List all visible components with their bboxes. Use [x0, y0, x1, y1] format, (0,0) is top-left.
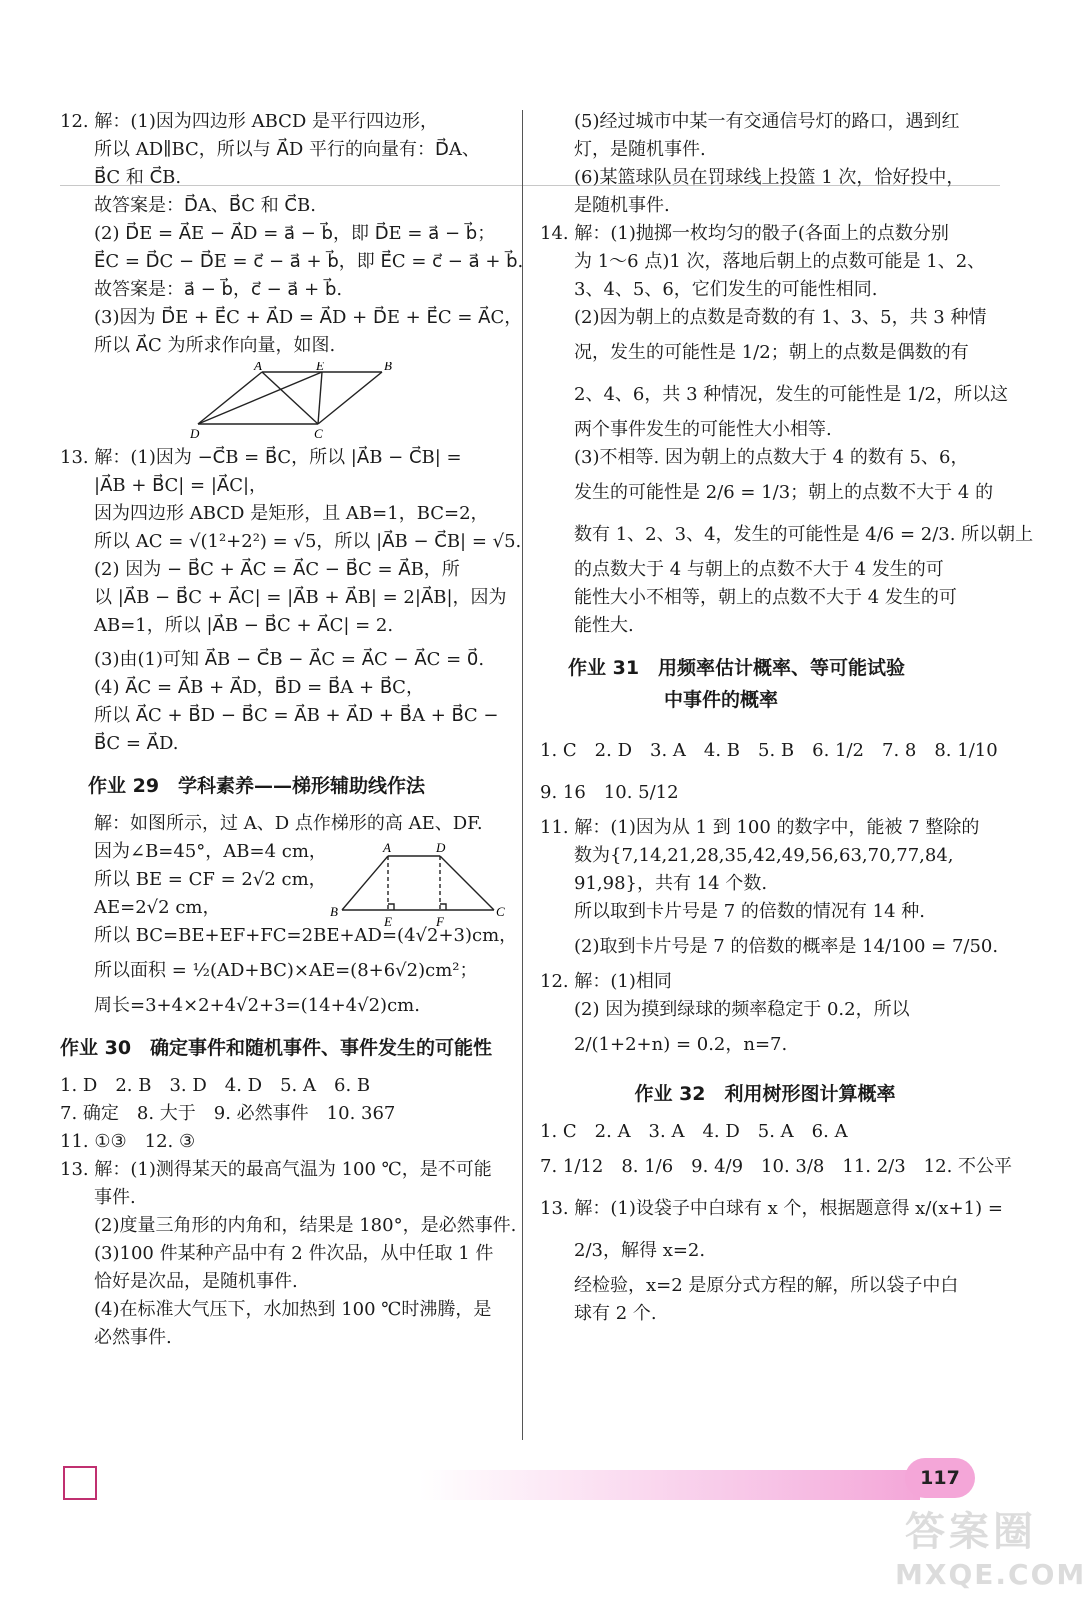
hw31-line-7: (2)取到卡片号是 7 的倍数的概率是 14/100 = 7/50. — [574, 936, 999, 957]
hw29-line-4: AE=2√2 cm， — [94, 897, 221, 918]
hw30-line-2: 7. 确定 8. 大于 9. 必然事件 10. 367 — [60, 1103, 396, 1124]
answer-12-line-9: 所以 A⃗C 为所求作向量，如图. — [94, 335, 336, 356]
homework-29-body — [60, 810, 518, 1020]
answer-12-line-2: 所以 AD∥BC，所以与 A⃗D 平行的向量有：D⃗A、 — [94, 139, 480, 160]
hw29-line-1: 解：如图所示，过 A、D 点作梯形的高 AE、DF. — [94, 813, 483, 834]
fig2-label-c: C — [496, 904, 505, 919]
fig2-label-e: E — [384, 914, 392, 929]
hw30-line-4: 13. 解：(1)测得某天的最高气温为 100 ℃，是不可能 — [60, 1159, 492, 1180]
answer-13-line-2: |A⃗B + B⃗C| = |A⃗C|， — [94, 475, 268, 496]
hw31-line-9: (2) 因为摸到绿球的频率稳定于 0.2，所以 — [574, 999, 910, 1020]
answer-13-line-9: (4) A⃗C = A⃗B + A⃗D，B⃗D = B⃗A + B⃗C， — [94, 677, 424, 698]
hw32-line-6: 球有 2 个. — [574, 1303, 657, 1324]
answer-13-line-4: 所以 AC = √(1²+2²) = √5，所以 |A⃗B − C⃗B| = √5. — [94, 531, 522, 552]
hw32-line-3: 13. 解：(1)设袋子中白球有 x 个，根据题意得 x/(x+1) = — [540, 1198, 1003, 1219]
answer-13-cont-line-1: (5)经过城市中某一有交通信号灯的路口，遇到红 — [574, 111, 960, 132]
hw30-line-7: (3)100 件某种产品中有 2 件次品，从中任取 1 件 — [94, 1243, 494, 1264]
answer-14-line-11: 的点数大于 4 与朝上的点数不大于 4 发生的可 — [574, 559, 944, 580]
hw29-line-7: 周长=3+4×2+4√2+3=(14+4√2)cm. — [94, 995, 420, 1016]
hw32-line-4: 2/3，解得 x=2. — [574, 1240, 706, 1261]
answer-14-line-8: (3)不相等. 因为朝上的点数大于 4 的数有 5、6， — [574, 447, 969, 468]
answer-12-line-3: B⃗C 和 C⃗B. — [94, 167, 182, 188]
watermark-bottom-text: MXQE.COM — [895, 1558, 1087, 1591]
hw30-line-5: 事件. — [94, 1187, 136, 1208]
homework-32-title: 作业 32 利用树形图计算概率 — [634, 1083, 896, 1105]
right-column — [540, 108, 1034, 1328]
fig2-label-a: A — [383, 840, 391, 855]
answer-13-line-3: 因为四边形 ABCD 是矩形，且 AB=1，BC=2， — [94, 503, 489, 524]
answer-13-line-5: (2) 因为 − B⃗C + A⃗C = A⃗C − B⃗C = A⃗B，所 — [94, 559, 460, 580]
answer-13-cont-line-4: 是随机事件. — [574, 195, 670, 216]
hw32-line-5: 经检验，x=2 是原分式方程的解，所以袋子中白 — [574, 1275, 959, 1296]
hw31-line-2: 9. 16 10. 5/12 — [540, 782, 679, 803]
hw31-line-8: 12. 解：(1)相同 — [540, 971, 672, 992]
answer-13-cont-line-3: (6)某篮球队员在罚球线上投篮 1 次，恰好投中， — [574, 167, 965, 188]
corner-square-icon — [63, 1466, 97, 1500]
answer-12-line-5: (2) D⃗E = A⃗E − A⃗D = a⃗ − b⃗，即 D⃗E = a⃗ − b⃗； — [94, 223, 496, 244]
fig1-label-c: C — [314, 426, 323, 440]
hw30-line-3: 11. ①③ 12. ③ — [60, 1131, 196, 1152]
hw31-line-4: 数为{7,14,21,28,35,42,49,56,63,70,77,84, — [574, 845, 954, 866]
answer-12-line-7: 故答案是：a⃗ − b⃗，c⃗ − a⃗ + b⃗. — [94, 279, 343, 300]
fig2-label-f: F — [436, 914, 444, 929]
answer-13-line-1: 13. 解：(1)因为 −C⃗B = B⃗C，所以 |A⃗B − C⃗B| = — [60, 447, 462, 468]
answer-13-cont-line-2: 灯，是随机事件. — [574, 139, 706, 160]
fig2-label-d: D — [436, 840, 446, 855]
fig2-label-b: B — [330, 904, 338, 919]
hw30-line-8: 恰好是次品，是随机事件. — [94, 1271, 298, 1292]
answer-14-line-7: 两个事件发生的可能性大小相等. — [574, 419, 832, 440]
trapezoid-figure — [328, 840, 508, 932]
answer-14-line-9: 发生的可能性是 2/6 = 1/3；朝上的点数不大于 4 的 — [574, 482, 994, 503]
answer-14-line-10: 数有 1、2、3、4，发生的可能性是 4/6 = 2/3. 所以朝上 — [574, 524, 1034, 545]
answer-13-line-8: (3)由(1)可知 A⃗B − C⃗B − A⃗C = A⃗C − A⃗C = 0⃗. — [94, 649, 485, 670]
hw29-line-5: 所以 BC=BE+EF+FC=2BE+AD=(4√2+3)cm， — [94, 925, 518, 946]
homework-30-title: 作业 30 确定事件和随机事件、事件发生的可能性 — [60, 1037, 493, 1059]
answer-13-line-6: 以 |A⃗B − B⃗C + A⃗C| = |A⃗B + A⃗B| = 2|A⃗B|，因为 — [94, 587, 507, 608]
hw30-line-9: (4)在标准大气压下，水加热到 100 ℃时沸腾，是 — [94, 1299, 492, 1320]
hw30-line-1: 1. D 2. B 3. D 4. D 5. A 6. B — [60, 1075, 371, 1096]
answer-14-line-6: 2、4、6，共 3 种情况，发生的可能性是 1/2，所以这 — [574, 384, 1008, 405]
footer-gradient-band — [420, 1470, 920, 1500]
answer-13-line-7: AB=1，所以 |A⃗B − B⃗C + A⃗C| = 2. — [94, 615, 394, 636]
left-column — [60, 108, 524, 1352]
homework-29-title: 作业 29 学科素养——梯形辅助线作法 — [88, 775, 426, 797]
homework-31-title-line-2: 中事件的概率 — [664, 689, 779, 711]
answer-14-line-12: 能性大小不相等，朝上的点数不大于 4 发生的可 — [574, 587, 957, 608]
answer-14-line-13: 能性大. — [574, 615, 634, 636]
hw30-line-6: (2)度量三角形的内角和，结果是 180°，是必然事件. — [94, 1215, 517, 1236]
answer-14-line-2: 为 1～6 点)1 次，落地后朝上的点数可能是 1、2、 — [574, 251, 986, 272]
answer-14-line-5: 况，发生的可能性是 1/2；朝上的点数是偶数的有 — [574, 342, 969, 363]
hw32-line-2: 7. 1/12 8. 1/6 9. 4/9 10. 3/8 11. 2/3 12. 不公平 — [540, 1156, 1013, 1177]
answer-12-line-1: 12. 解：(1)因为四边形 ABCD 是平行四边形， — [60, 111, 439, 132]
answer-12-line-6: E⃗C = D⃗C − D⃗E = c⃗ − a⃗ + b⃗，即 E⃗C = c⃗ − a⃗ + b⃗. — [94, 251, 524, 272]
hw29-line-6: 所以面积 = ½(AD+BC)×AE=(8+6√2)cm²； — [94, 960, 478, 981]
parallelogram-figure — [190, 362, 400, 440]
answer-13-line-10: 所以 A⃗C + B⃗D − B⃗C = A⃗B + A⃗D + B⃗A + B⃗C − — [94, 705, 499, 726]
hw32-line-1: 1. C 2. A 3. A 4. D 5. A 6. A — [540, 1121, 848, 1142]
hw31-line-3: 11. 解：(1)因为从 1 到 100 的数字中，能被 7 整除的 — [540, 817, 980, 838]
answer-12-line-8: (3)因为 D⃗E + E⃗C + A⃗D = A⃗D + D⃗E + E⃗C = A⃗C， — [94, 307, 523, 328]
answer-14-line-1: 14. 解：(1)抛掷一枚均匀的骰子(各面上的点数分别 — [540, 223, 949, 244]
hw31-line-1: 1. C 2. D 3. A 4. B 5. B 6. 1/2 7. 8 8. 1/10 — [540, 740, 998, 761]
fig1-label-e: E — [316, 362, 324, 373]
watermark-logo — [885, 1500, 1085, 1595]
hw31-line-10: 2/(1+2+n) = 0.2，n=7. — [574, 1034, 788, 1055]
hw31-line-5: 91,98}，共有 14 个数. — [574, 873, 768, 894]
hw29-line-3: 所以 BE = CF = 2√2 cm， — [94, 869, 327, 890]
page-number: 117 — [905, 1458, 975, 1498]
answer-13-line-11: B⃗C = A⃗D. — [94, 733, 179, 754]
fig1-label-a: A — [254, 362, 262, 373]
answer-14-line-4: (2)因为朝上的点数是奇数的有 1、3、5，共 3 种情 — [574, 307, 987, 328]
hw31-line-6: 所以取到卡片号是 7 的倍数的情况有 14 种. — [574, 901, 925, 922]
homework-31-title-line-1: 作业 31 用频率估计概率、等可能试验 — [568, 657, 906, 679]
fig1-label-b: B — [384, 362, 392, 373]
answer-14-line-3: 3、4、5、6，它们发生的可能性相同. — [574, 279, 878, 300]
hw30-line-10: 必然事件. — [94, 1327, 172, 1348]
fig1-label-d: D — [190, 426, 200, 440]
hw29-line-2: 因为∠B=45°，AB=4 cm， — [94, 841, 327, 862]
answer-12-line-4: 故答案是：D⃗A、B⃗C 和 C⃗B. — [94, 195, 316, 216]
watermark-top-text: 答案圈 — [905, 1509, 1037, 1555]
